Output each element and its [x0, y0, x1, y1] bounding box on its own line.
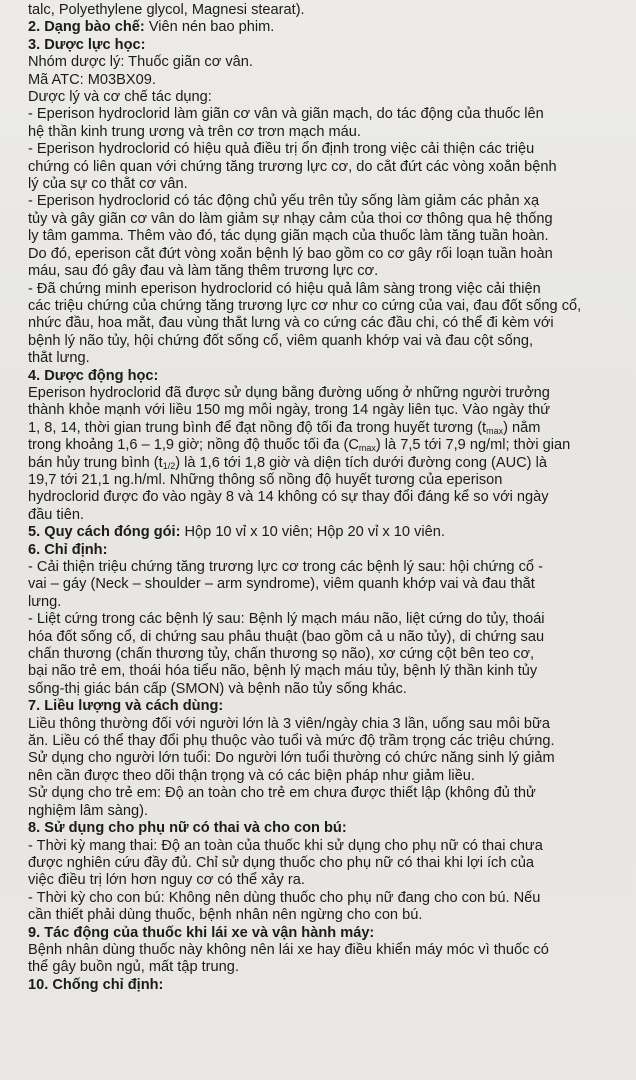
text-line — [28, 89, 632, 106]
text-run: ) là 1,6 tới 1,8 giờ và diện tích dưới đường cong (AUC) là — [175, 454, 547, 471]
section-heading-line — [28, 820, 632, 837]
section-heading: 9. Tác động của thuốc khi lái xe và vận hành máy: — [28, 924, 375, 941]
section-heading: 4. Dược động học: — [28, 367, 159, 384]
text-run: 19,7 tới 21,1 ng.h/ml. Những thông số nồng độ huyết tương của eperison — [28, 471, 503, 488]
text-line — [28, 159, 632, 176]
text-run: ) là 7,5 tới 7,9 ng/ml; thời gian — [375, 437, 571, 454]
text-line — [28, 489, 632, 506]
text-line — [28, 472, 632, 489]
text-line — [28, 211, 632, 228]
text-run: chấn thương (chấn thương tủy, chấn thương sọ não), xơ cứng cột bên teo cơ, — [28, 646, 535, 663]
text-run: - Cải thiện triệu chứng tăng trương lực cơ trong các bệnh lý sau: hội chứng cổ - — [28, 559, 543, 575]
text-run: Do đó, eperison cắt đứt vòng xoắn bệnh lý bao gồm co cơ gây rối loạn tuần hoàn — [28, 245, 553, 262]
text-run: - Eperison hydroclorid làm giãn cơ vân và giãn mạch, do tác động của thuốc lên — [28, 106, 544, 123]
text-line — [28, 681, 632, 698]
text-line — [28, 54, 632, 71]
text-run: hóa đốt sống cổ, di chứng sau phẫu thuật (bao gồm cả u não tủy), di chứng sau — [28, 628, 545, 645]
text-run: bệnh lý não tủy, hội chứng đốt sống cổ, viêm quanh khớp vai và đau cột sống, — [28, 332, 534, 349]
text-run: sống-thị giác bán cấp (SMON) và bệnh não tủy sống khác. — [28, 680, 407, 697]
text-line — [28, 576, 632, 593]
section-heading: 7. Liều lượng và cách dùng: — [28, 698, 224, 715]
section-heading-line — [28, 19, 632, 36]
section-heading: 5. Quy cách đóng gói: — [28, 524, 181, 541]
text-line — [28, 2, 632, 19]
text-run: - Liệt cứng trong các bệnh lý sau: Bệnh lý mạch máu não, liệt cứng do tủy, thoái — [28, 611, 545, 628]
text-line — [28, 890, 632, 907]
text-line — [28, 420, 632, 437]
text-run: lý của sự co thắt cơ vân. — [28, 176, 188, 193]
text-line — [28, 72, 632, 89]
text-line — [28, 333, 632, 350]
section-heading-line — [28, 368, 632, 385]
text-run: Eperison hydroclorid đã được sử dụng bằng đường uống ở những người trưởng — [28, 384, 550, 401]
text-line — [28, 402, 632, 419]
text-line — [28, 959, 632, 976]
text-run: việc điều trị lớn hơn nguy cơ có thể xảy ra. — [28, 872, 305, 889]
text-line — [28, 385, 632, 402]
text-run: Mã ATC: M03BX09. — [28, 71, 156, 88]
text-line — [28, 785, 632, 802]
text-run: Viên nén bao phim. — [144, 19, 275, 36]
text-run: 1, 8, 14, thời gian trung bình để đạt nồng độ tối đa trong huyết tương (t — [28, 419, 487, 436]
text-run: chứng có liên quan với chứng tăng trương lực cơ, do cắt đứt các vòng xoắn bệnh — [28, 158, 557, 175]
text-run: được nghiên cứu đầy đủ. Chỉ sử dụng thuốc cho phụ nữ có thai khi lợi ích của — [28, 854, 535, 871]
text-line — [28, 559, 632, 576]
text-run: hydroclorid được đo vào ngày 8 và 14 không có sự thay đổi đáng kể so với ngày — [28, 489, 549, 506]
text-run: nhức đầu, hoa mắt, đau vùng thắt lưng và co cứng các đầu chi, có thể đi kèm với — [28, 315, 554, 332]
text-run: talc, Polyethylene glycol, Magnesi stearat). — [28, 2, 305, 18]
section-heading: 6. Chỉ định: — [28, 541, 108, 558]
text-run: thành khỏe mạnh với liều 150 mg mỗi ngày, trong 14 ngày liên tục. Vào ngày thứ — [28, 402, 551, 419]
text-line — [28, 263, 632, 280]
text-line — [28, 768, 632, 785]
text-run: thể gây buồn ngủ, mất tập trung. — [28, 959, 239, 976]
text-line — [28, 855, 632, 872]
text-run: thắt lưng. — [28, 350, 90, 367]
section-heading-line — [28, 524, 632, 541]
text-run: nên cần được theo dõi thận trọng và có các biện pháp như giảm liều. — [28, 767, 475, 784]
text-run: Liều thông thường đối với người lớn là 3 viên/ngày chia 3 lần, uống sau mỗi bữa — [28, 715, 550, 732]
text-line — [28, 507, 632, 524]
text-line — [28, 228, 632, 245]
section-heading: 2. Dạng bào chế: — [28, 19, 145, 36]
text-line — [28, 350, 632, 367]
section-heading-line — [28, 977, 632, 994]
text-line — [28, 611, 632, 628]
text-run: - Đã chứng minh eperison hydroclorid có hiệu quả lâm sàng trong việc cải thiện — [28, 280, 541, 297]
text-run: - Thời kỳ mang thai: Độ an toàn của thuốc khi sử dụng cho phụ nữ có thai chưa — [28, 837, 543, 854]
section-heading-line — [28, 542, 632, 559]
text-line — [28, 437, 632, 454]
subscript: 1/2 — [162, 460, 176, 471]
text-line — [28, 455, 632, 472]
text-line — [28, 298, 632, 315]
text-line — [28, 246, 632, 263]
text-line — [28, 750, 632, 767]
text-line — [28, 124, 632, 141]
text-run: cần thiết phải dùng thuốc, bệnh nhân nên ngừng cho con bú. — [28, 907, 423, 924]
text-run: lưng. — [28, 593, 62, 610]
text-line — [28, 141, 632, 158]
section-heading-line — [28, 698, 632, 715]
text-run: tủy và gây giãn cơ vân do làm giảm sự nhạy cảm của thoi cơ thông qua hệ thống — [28, 210, 553, 227]
section-heading: 3. Dược lực học: — [28, 36, 146, 53]
text-run: bán hủy trung bình (t — [28, 454, 163, 471]
subscript: max — [486, 425, 504, 436]
section-heading: 8. Sử dụng cho phụ nữ có thai và cho con bú: — [28, 820, 347, 837]
subscript: max — [358, 443, 376, 454]
text-run: Nhóm dược lý: Thuốc giãn cơ vân. — [28, 54, 253, 71]
text-run: hệ thần kinh trung ương và trên cơ trơn mạch máu. — [28, 123, 361, 140]
text-run: đầu tiên. — [28, 506, 84, 523]
text-line — [28, 733, 632, 750]
section-heading: 10. Chống chỉ định: — [28, 976, 164, 993]
section-heading-line — [28, 925, 632, 942]
text-run: Sử dụng cho trẻ em: Độ an toàn cho trẻ em chưa được thiết lập (không đủ thử — [28, 785, 536, 802]
text-line — [28, 106, 632, 123]
text-line — [28, 663, 632, 680]
text-run: ly tâm gamma. Thêm vào đó, tác dụng giãn mạch của thuốc làm tăng tuần hoàn. — [28, 228, 549, 245]
text-line — [28, 281, 632, 298]
text-line — [28, 193, 632, 210]
text-run: trong khoảng 1,6 – 1,9 giờ; nồng độ thuốc tối đa (C — [28, 437, 359, 454]
text-run: vai – gáy (Neck – shoulder – arm syndrome), viêm quanh khớp vai và đau thắt — [28, 576, 535, 593]
text-run: Bệnh nhân dùng thuốc này không nên lái xe hay điều khiển máy móc vì thuốc có — [28, 941, 549, 958]
text-run: Hộp 10 vỉ x 10 viên; Hộp 20 vỉ x 10 viên. — [180, 524, 445, 541]
text-line — [28, 629, 632, 646]
text-line — [28, 315, 632, 332]
text-run: máu, sau đó gây đau và làm tăng thêm trương lực cơ. — [28, 263, 379, 280]
text-run: ) nằm — [503, 419, 541, 436]
text-run: Sử dụng cho người lớn tuổi: Do người lớn tuổi thường có chức năng sinh lý giảm — [28, 750, 555, 767]
text-line — [28, 942, 632, 959]
section-heading-line — [28, 37, 632, 54]
text-run: - Eperison hydroclorid có tác động chủ yếu trên tủy sống làm giảm các phản xạ — [28, 193, 540, 210]
text-line — [28, 716, 632, 733]
text-line — [28, 594, 632, 611]
text-line — [28, 803, 632, 820]
text-line — [28, 872, 632, 889]
text-run: - Thời kỳ cho con bú: Không nên dùng thuốc cho phụ nữ đang cho con bú. Nếu — [28, 889, 541, 906]
text-run: - Eperison hydroclorid có hiệu quả điều trị ổn định trong việc cải thiện các triệu — [28, 141, 535, 158]
text-run: Dược lý và cơ chế tác dụng: — [28, 89, 212, 106]
text-line — [28, 176, 632, 193]
text-line — [28, 838, 632, 855]
text-run: bại não trẻ em, thoái hóa tiểu não, bệnh lý mạch máu tủy, bệnh lý thần kinh tủy — [28, 663, 538, 680]
text-line — [28, 907, 632, 924]
text-line — [28, 646, 632, 663]
text-run: ăn. Liều có thể thay đổi phụ thuộc vào tuổi và mức độ trầm trọng các triệu chứng. — [28, 733, 555, 750]
text-run: các triệu chứng của chứng tăng trương lực cơ như co cứng của vai, đau đốt sống cổ, — [28, 297, 582, 314]
text-run: nghiệm lâm sàng). — [28, 802, 149, 819]
